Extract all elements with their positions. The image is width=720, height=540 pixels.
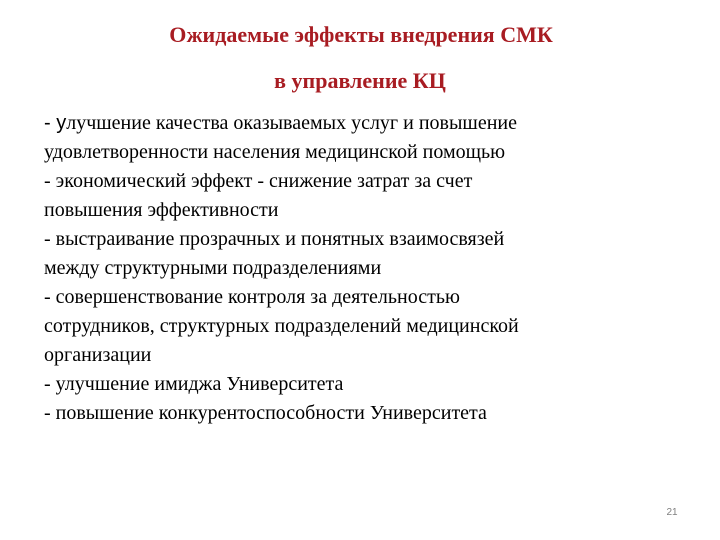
body-line-6: между структурными подразделениями bbox=[44, 257, 382, 279]
body-line-1 bbox=[44, 109, 704, 138]
slide-title-line-2: в управление КЦ bbox=[274, 68, 446, 93]
slide-body bbox=[44, 109, 704, 428]
body-line-3: - экономический эффект - снижение затрат за счет bbox=[44, 170, 473, 192]
body-line-5: - выстраивание прозрачных и понятных взаимосвязей bbox=[44, 228, 505, 250]
body-line-10: - улучшение имиджа Университета bbox=[44, 373, 344, 395]
body-line-9: организации bbox=[44, 344, 152, 366]
slide-title-line-1: Ожидаемые эффекты внедрения СМК bbox=[169, 22, 553, 47]
body-line-7: - совершенствование контроля за деятельностью bbox=[44, 286, 460, 308]
body-line-8: сотрудников, структурных подразделений медицинской bbox=[44, 315, 519, 337]
body-line-1-lead: - у bbox=[44, 112, 67, 134]
body-line-2: удовлетворенности населения медицинской помощью bbox=[44, 141, 506, 163]
body-line-4: повышения эффективности bbox=[44, 199, 279, 221]
body-line-11: - повышение конкурентоспособности Университета bbox=[44, 402, 487, 424]
body-line-1-rest: лучшение качества оказываемых услуг и повышение bbox=[66, 112, 517, 134]
page-number: 21 bbox=[666, 507, 678, 518]
